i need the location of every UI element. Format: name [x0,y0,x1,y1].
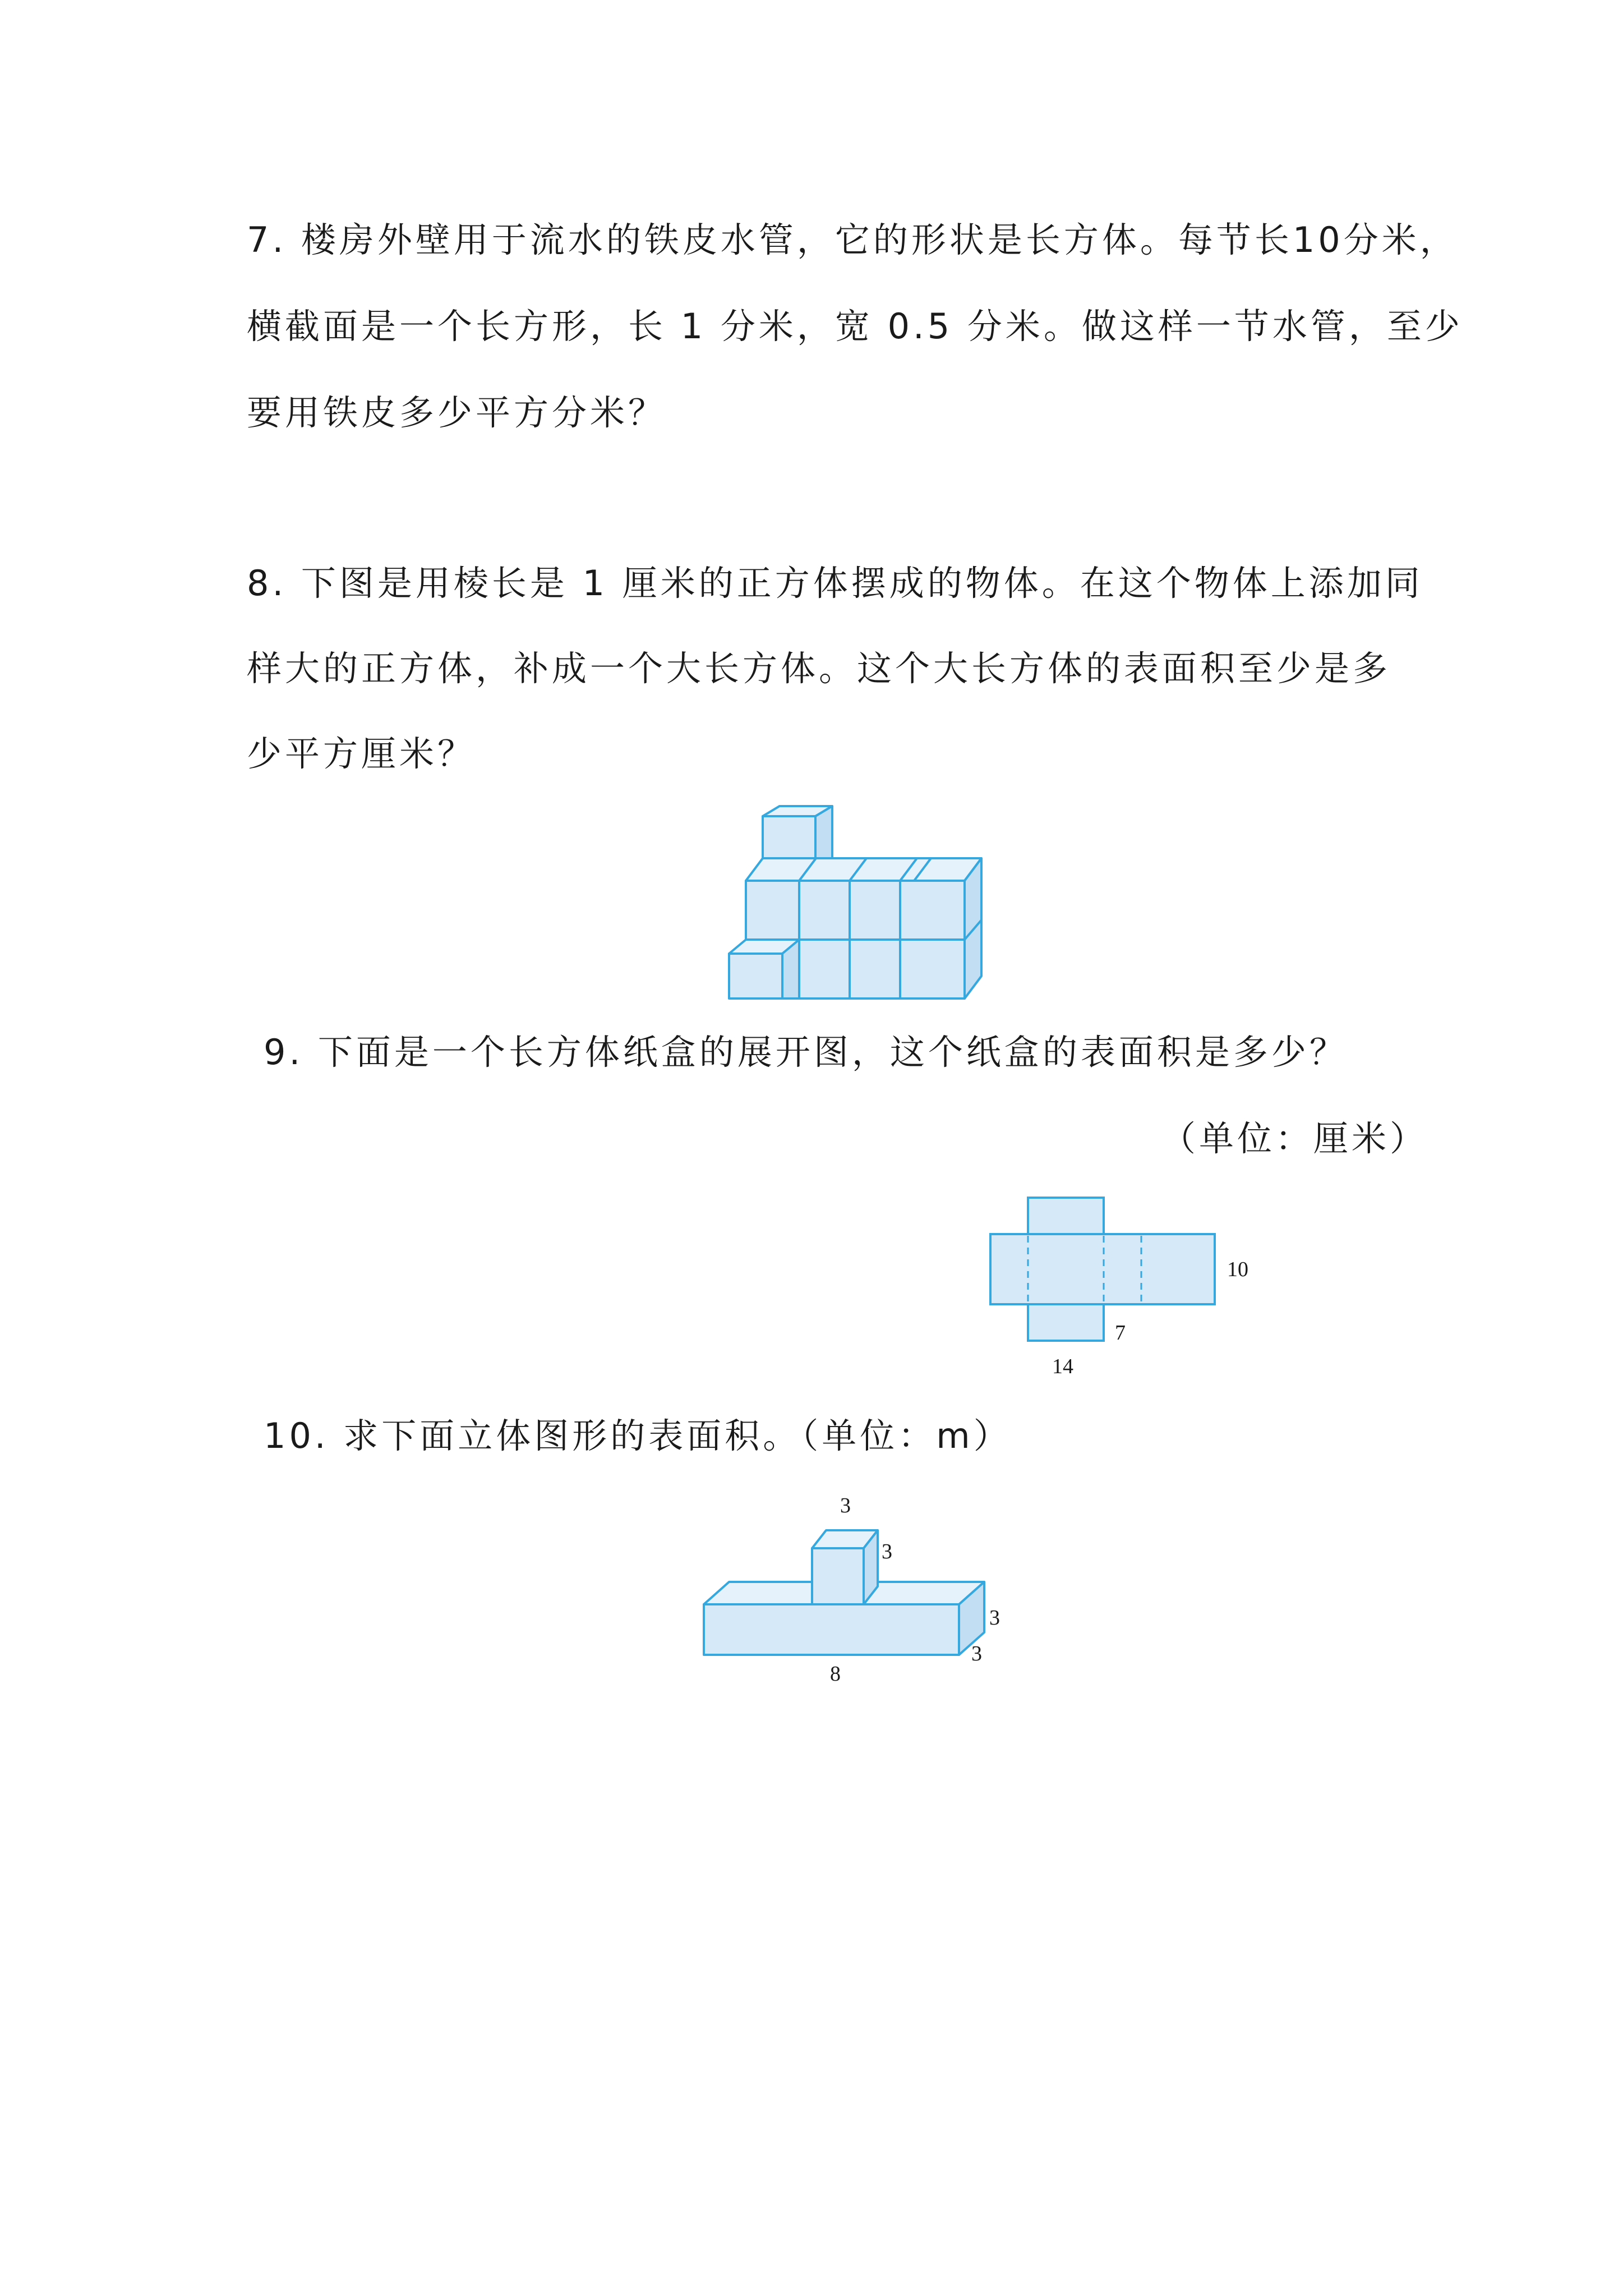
stack-middle-row [746,881,965,940]
q8-cube-stack-figure [723,802,1004,1015]
q7-line-3: 要用铁皮多少平方分米？ [247,392,667,433]
cube-side-label: 3 [882,1540,892,1563]
cube-top-label: 3 [840,1494,851,1517]
base-length-label: 8 [830,1662,841,1686]
cube-bl-front [729,954,782,999]
q8-line-3: 少平方厘米？ [247,733,476,774]
q9-line-1: 9. 下面是一个长方体纸盒的展开图，这个纸盒的表面积是多少？ [264,1032,1348,1073]
net-bottom-face [1028,1304,1104,1341]
net-length-label: 14 [1052,1355,1073,1378]
net-width-label: 7 [1115,1321,1126,1345]
q8-line-2: 样大的正方体，补成一个大长方体。这个大长方体的表面积至少是多 [247,648,1391,689]
q9-unit: （单位：厘米） [1161,1118,1428,1159]
net-middle-strip [990,1234,1215,1304]
q9-box-net-figure [976,1184,1290,1386]
net-height-label: 10 [1227,1258,1248,1281]
stack-bottom-row [799,940,965,999]
q7-line-2: 横截面是一个长方形，长 1 分米，宽 0.5 分米。做这样一节水管，至少 [247,306,1463,347]
q10-line-1: 10. 求下面立体图形的表面积。（单位：m） [264,1415,1012,1456]
base-front-face [704,1604,959,1655]
q8-line-1: 8. 下图是用棱长是 1 厘米的正方体摆成的物体。在这个物体上添加同 [247,563,1423,604]
q7-line-1: 7. 楼房外壁用于流水的铁皮水管，它的形状是长方体。每节长10分米， [247,219,1458,260]
net-top-face [1028,1198,1104,1234]
small-cube-front [812,1548,864,1604]
base-height-label: 3 [989,1606,1000,1630]
base-depth-label: 3 [971,1642,982,1665]
q10-solid-figure [690,1481,1038,1686]
